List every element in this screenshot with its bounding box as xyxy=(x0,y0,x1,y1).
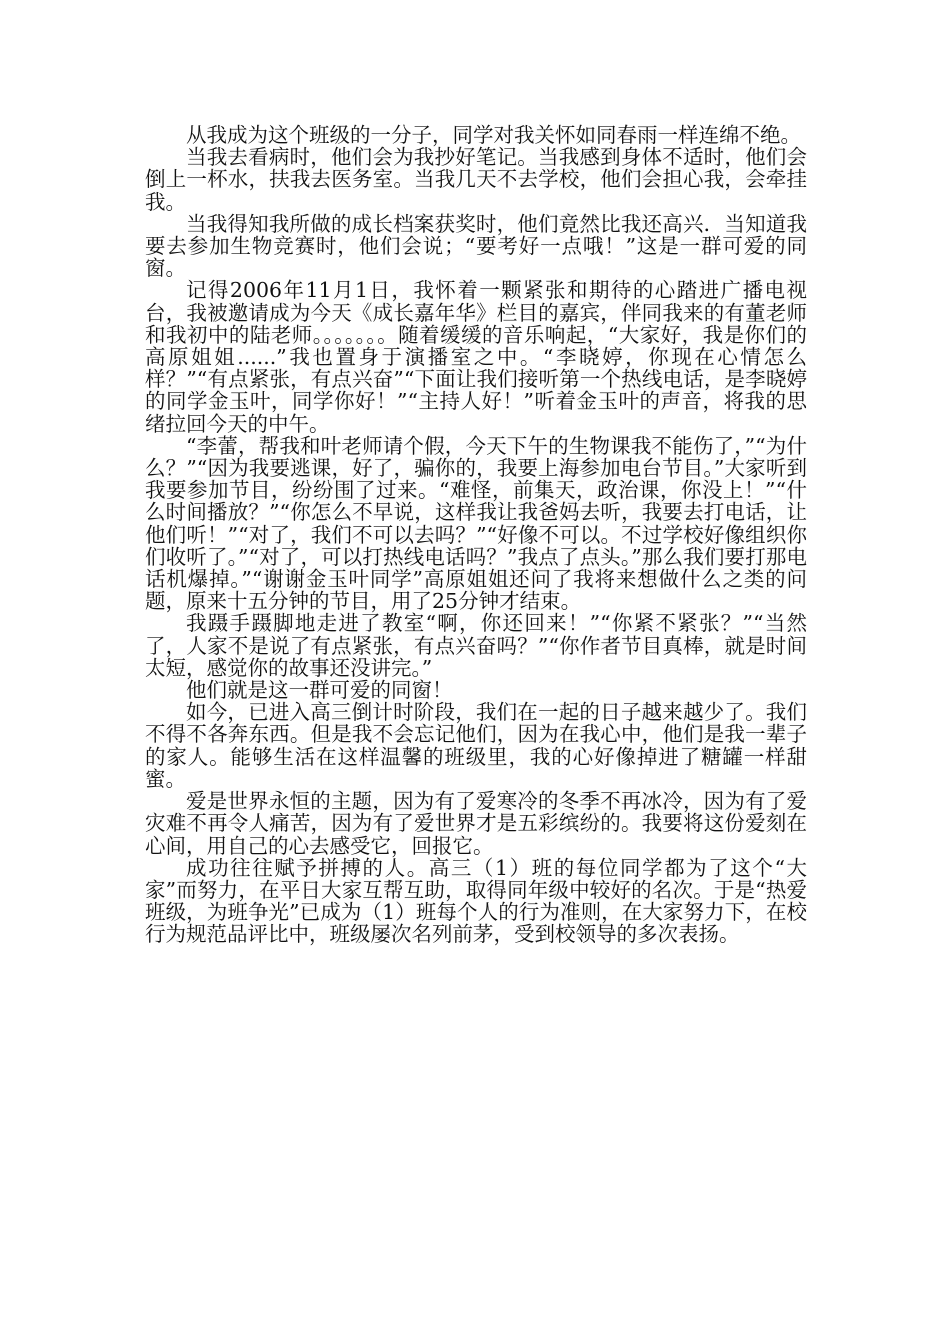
paragraph-8: 如今，已进入高三倒计时阶段，我们在一起的日子越来越少了。我们不得不各奔东西。但是我不会忘记他们，因为在我心中，他们是我一辈子的家人。能够生活在这样温馨的班级里，我的心好像掉进了糖罐一样甜蜜。 xyxy=(145,700,807,791)
paragraph-7: 他们就是这一群可爱的同窗！ xyxy=(186,678,453,703)
paragraph-5: “李蕾，帮我和叶老师请个假，今天下午的生物课我不能伤了，”“为什么？”“因为我要逃课，好了，骗你的，我要上海参加电台节目。”大家听到我要参加节目，纷纷围了过来。“难怪，前集天，政治课，你没上！”“什么时间播放？”“你怎么不早说，这样我让我爸妈去听，我要去打电话，让他们听！”“对了，我们不可以去吗？”“好像不可以。不过学校好像组织你们收听了。”“对了，可以打热线电话吗？”我点了点头。”那么我们要打那电话机爆掉。”“谢谢金玉叶同学”高原姐姐还问了我将来想做什么之类的问题，原来十五分钟的节目，用了25分钟才结束。 xyxy=(145,433,807,614)
paragraph-2: 当我去看病时，他们会为我抄好笔记。当我感到身体不适时，他们会倒上一杯水，扶我去医务室。当我几天不去学校，他们会担心我，会牵挂我。 xyxy=(145,145,807,214)
paragraph-4: 记得2006年11月1日，我怀着一颗紧张和期待的心踏进广播电视台，我被邀请成为今天《成长嘉年华》栏目的嘉宾，伴同我来的有董老师和我初中的陆老师。。。。。。。随着缓缓的音乐响起，“大家好，我是你们的高原姐姐......”我也置身于演播室之中。“李晓婷，你现在心情怎么样？”“有点紧张，有点兴奋”“下面让我们接听第一个热线电话，是李晓婷的同学金玉叶，同学你好！”“主持人好！”听着金玉叶的声音，将我的思绪拉回今天的中午。 xyxy=(145,278,807,436)
paragraph-6: 我蹑手蹑脚地走进了教室“啊，你还回来！”“你紧不紧张？”“当然了，人家不是说了有点紧张，有点兴奋吗？”“你作者节目真棒，就是时间太短，感觉你的故事还没讲完。” xyxy=(145,611,807,680)
paragraph-9: 爱是世界永恒的主题，因为有了爱寒冷的冬季不再冰冷，因为有了爱灾难不再令人痛苦，因为有了爱世界才是五彩缤纷的。我要将这份爱刻在心间，用自己的心去感受它，回报它。 xyxy=(145,789,807,858)
essay-body xyxy=(145,124,807,946)
paragraph-3: 当我得知我所做的成长档案获奖时，他们竟然比我还高兴．当知道我要去参加生物竞赛时，他们会说；“要考好一点哦！”这是一群可爱的同窗。 xyxy=(145,211,807,281)
paragraph-10: 成功往往赋予拼搏的人。高三（1）班的每位同学都为了这个“大家”而努力，在平日大家互帮互助，取得同年级中较好的名次。于是“热爱班级，为班争光”已成为（1）班每个人的行为准则，在大家努力下，在校行为规范品评比中，班级屡次名列前茅，受到校领导的多次表扬。 xyxy=(145,855,807,947)
paragraph-1: 从我成为这个班级的一分子，同学对我关怀如同春雨一样连绵不绝。 xyxy=(186,123,801,147)
